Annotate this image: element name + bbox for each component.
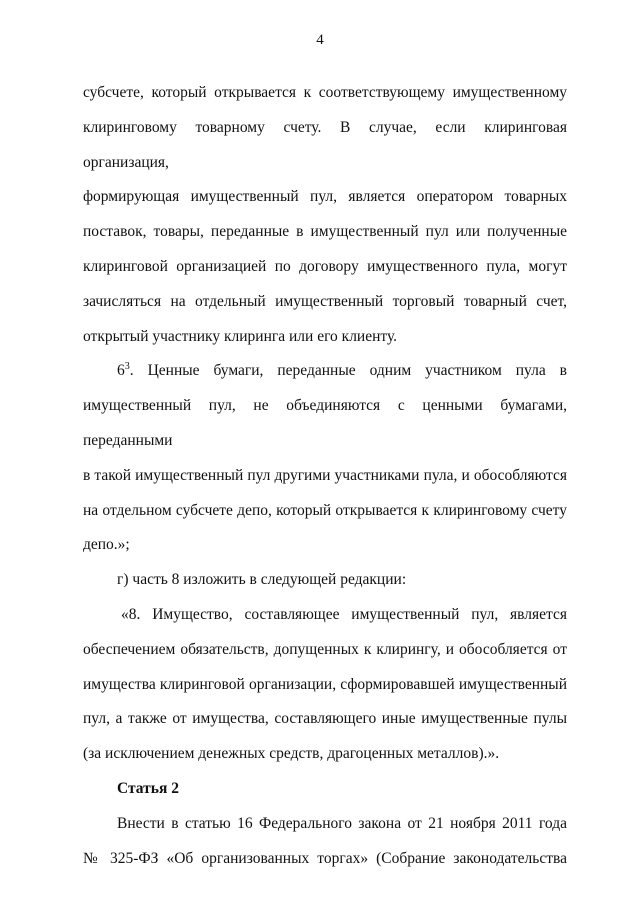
paragraph-line: обеспечением обязательств, допущенных к клирингу, и обособляется от (83, 640, 567, 658)
paragraph-line: № 325-ФЗ «Об организованных торгах» (Собрание законодательства (83, 849, 567, 867)
paragraph-line: Внести в статью 16 Федерального закона от 21 ноября 2011 года (117, 814, 567, 832)
paragraph-line: на отдельном субсчете депо, который открывается к клиринговому счету (83, 501, 567, 519)
paragraph-line: имущества клиринговой организации, сформировавшей имущественный (83, 675, 567, 693)
paragraph-line: открытый участнику клиринга или его клиенту. (83, 327, 398, 345)
paragraph-line: (за исключением денежных средств, драгоценных металлов).». (83, 745, 500, 763)
paragraph-line: клиринговой организацией по договору имущественного пула, могут (83, 257, 567, 275)
clause-superscript: 3 (124, 361, 130, 373)
paragraph-line: зачисляться на отдельный имущественный торговый товарный счет, (83, 292, 567, 310)
paragraph-line: в такой имущественный пул другими участниками пула, и обособляются (83, 466, 567, 484)
paragraph-line: имущественный пул, не объединяются с ценными бумагами, переданными (83, 397, 567, 449)
paragraph-line: «8. Имущество, составляющее имущественный пул, является (121, 605, 567, 623)
paragraph-line: г) часть 8 изложить в следующей редакции: (117, 571, 407, 589)
paragraph-line (83, 354, 567, 389)
page-number: 4 (316, 32, 324, 48)
clause-number: 6 (117, 362, 125, 380)
paragraph-line: депо.»; (83, 536, 130, 554)
paragraph-line: субсчете, который открывается к соответствующему имущественному (83, 84, 567, 101)
paragraph-line: пул, а также от имущества, составляющего иные имущественные пулы (83, 710, 567, 728)
article-heading: Статья 2 (117, 779, 179, 797)
paragraph-line: формирующая имущественный пул, является оператором товарных (83, 188, 567, 206)
clause-text: . Ценные бумаги, переданные одним участником пула в (129, 362, 567, 380)
paragraph-line: поставок, товары, переданные в имущественный пул или полученные (83, 223, 567, 241)
document-body (83, 76, 567, 876)
paragraph-line: клиринговому товарному счету. В случае, если клиринговая организация, (83, 118, 567, 171)
